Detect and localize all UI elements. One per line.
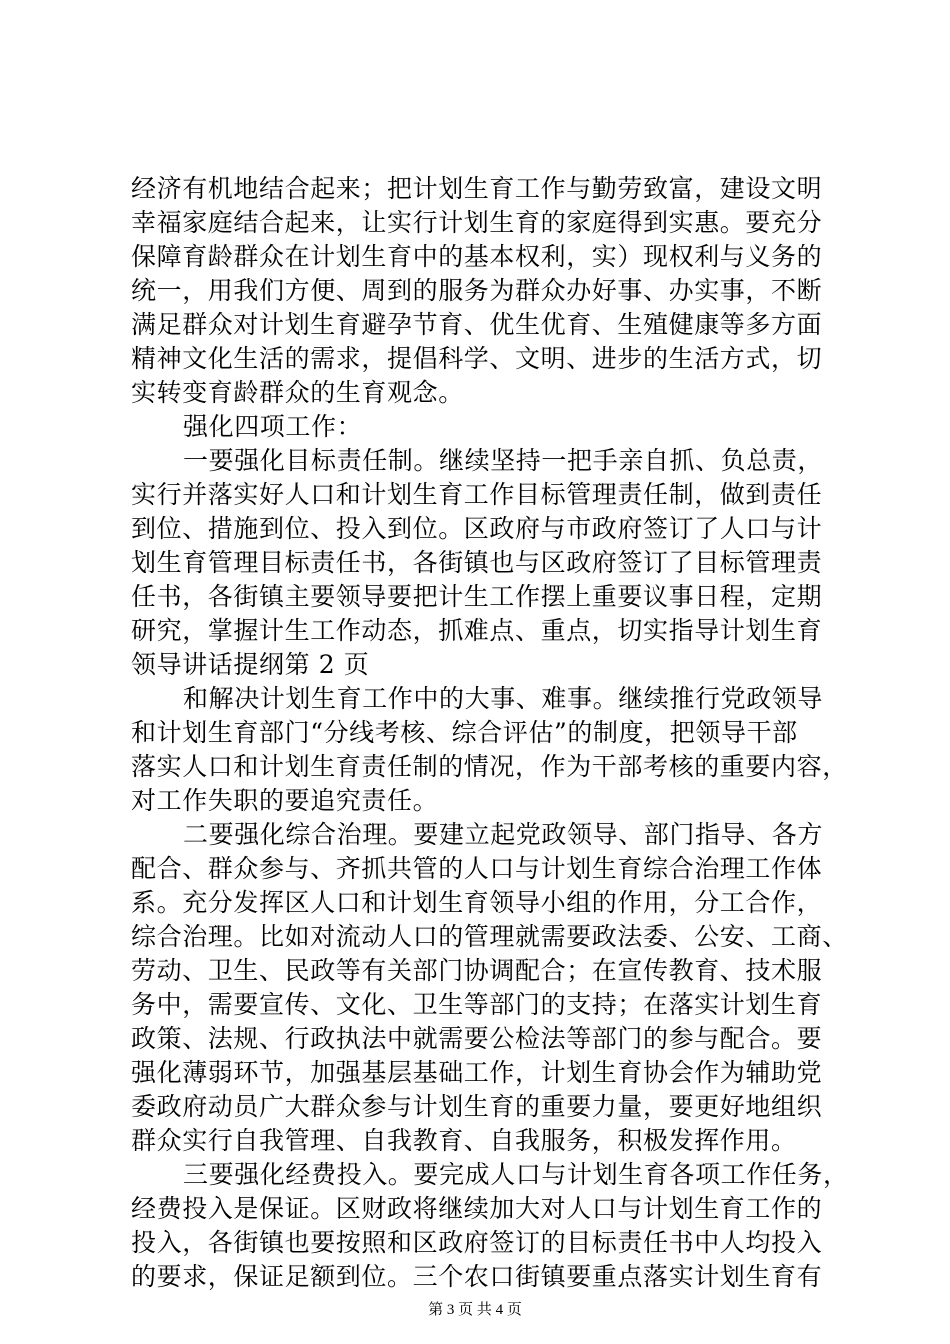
- text-line: 幸福家庭结合起来，让实行计划生育的家庭得到实惠。要充分: [131, 208, 823, 237]
- text-line: 劳动、卫生、民政等有关部门协调配合；在宣传教育、技术服: [131, 956, 823, 985]
- text-line: 投入，各街镇也要按照和区政府签订的目标责任书中人均投入: [131, 1228, 823, 1257]
- text-line: 配合、群众参与、齐抓共管的人口与计划生育综合治理工作体: [131, 854, 823, 883]
- text-line: 经费投入是保证。区财政将继续加大对人口与计划生育工作的: [131, 1194, 823, 1223]
- page-footer: 第 3 页 共 4 页: [428, 1302, 522, 1318]
- text-line: 一要强化目标责任制。继续坚持一把手亲自抓、负总责，: [183, 446, 824, 475]
- text-line: 委政府动员广大群众参与计划生育的重要力量，要更好地组织: [131, 1092, 823, 1121]
- text-line: 强化薄弱环节，加强基层基础工作，计划生育协会作为辅助党: [131, 1058, 823, 1087]
- text-line: 系。充分发挥区人口和计划生育领导小组的作用，分工合作，: [131, 888, 823, 917]
- text-line: 研究，掌握计生工作动态，抓难点、重点，切实指导计划生育: [131, 616, 823, 645]
- text-line: 任书，各街镇主要领导要把计生工作摆上重要议事日程，定期: [131, 582, 823, 611]
- text-line: 到位、措施到位、投入到位。区政府与市政府签订了人口与计: [131, 514, 823, 543]
- text-line: 群众实行自我管理、自我教育、自我服务，积极发挥作用。: [131, 1126, 797, 1155]
- text-line: 和解决计划生育工作中的大事、难事。继续推行党政领导: [183, 684, 824, 713]
- text-line: 和计划生育部门“分线考核、综合评估”的制度，把领导干部: [131, 718, 798, 747]
- text-line: 满足群众对计划生育避孕节育、优生优育、生殖健康等多方面: [131, 310, 823, 339]
- text-line: 实行并落实好人口和计划生育工作目标管理责任制，做到责任: [131, 480, 823, 509]
- text-line: 实转变育龄群众的生育观念。: [131, 378, 464, 407]
- text-line: 务中，需要宣传、文化、卫生等部门的支持；在落实计划生育: [131, 990, 823, 1019]
- text-line: 的要求，保证足额到位。三个农口街镇要重点落实计划生育有: [131, 1262, 823, 1291]
- text-line: 精神文化生活的需求，提倡科学、文明、进步的生活方式，切: [131, 344, 823, 373]
- text-line: 统一，用我们方便、周到的服务为群众办好事、办实事，不断: [131, 276, 823, 305]
- text-line: 经济有机地结合起来；把计划生育工作与勤劳致富，建设文明: [131, 174, 823, 203]
- text-line: 对工作失职的要追究责任。: [131, 786, 439, 815]
- text-line: 强化四项工作：: [183, 412, 363, 441]
- text-line: 政策、法规、行政执法中就需要公检法等部门的参与配合。要: [131, 1024, 823, 1053]
- text-line: 划生育管理目标责任书，各街镇也与区政府签订了目标管理责: [131, 548, 823, 577]
- text-line: 二要强化综合治理。要建立起党政领导、部门指导、各方: [183, 820, 824, 849]
- text-line: 领导讲话提纲第 2 页: [131, 650, 370, 679]
- text-line: 保障育龄群众在计划生育中的基本权利，实）现权利与义务的: [131, 242, 823, 271]
- text-line: 落实人口和计划生育责任制的情况，作为干部考核的重要内容，: [131, 752, 848, 781]
- document-body: [131, 172, 849, 1294]
- text-line: 三要强化经费投入。要完成人口与计划生育各项工作任务，: [183, 1160, 849, 1189]
- text-line: 综合治理。比如对流动人口的管理就需要政法委、公安、工商、: [131, 922, 848, 951]
